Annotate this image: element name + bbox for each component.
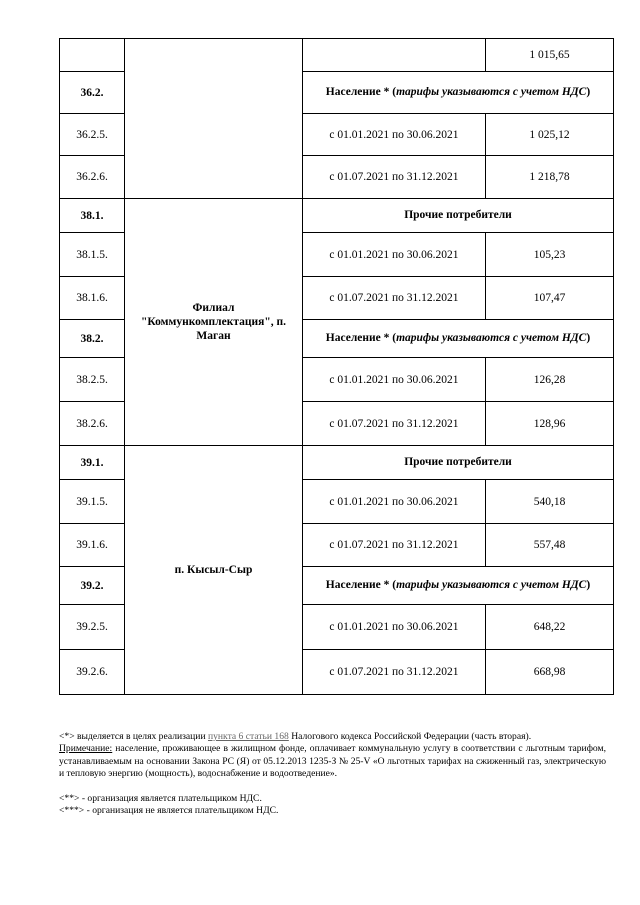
code-cell: 38.1. [60,199,125,233]
table-row [60,199,614,233]
code-cell: 38.2.5. [60,358,125,402]
period-cell: с 01.01.2021 по 30.06.2021 [303,358,486,402]
value-cell: 1 218,78 [486,156,614,199]
code-cell: 36.2.5. [60,114,125,156]
category-header: Прочие потребители [303,199,614,233]
org-name: Филиал "Коммункомплектация", п. Маган [125,199,303,446]
code-cell: 38.2. [60,320,125,358]
code-cell: 39.2.6. [60,650,125,695]
code-cell: 39.2. [60,567,125,605]
code-cell: 36.2. [60,72,125,114]
period-cell: с 01.01.2021 по 30.06.2021 [303,114,486,156]
value-cell: 1 025,12 [486,114,614,156]
code-cell: 36.2.6. [60,156,125,199]
code-cell [60,39,125,72]
value-cell: 540,18 [486,480,614,524]
footnote-remark: Примечание: население, проживающее в жилищном фонде, оплачивает коммунальную услугу в соответствии с льготным тарифом, устанавливаемым на основании Закона РС (Я) от 05.12.2013 1235-З № 25-V «О льготных тарифах на сжиженный газ, электрическую и тепловую энергию (мощность), водоснабжение и водоотведение». [59,743,606,780]
footnote-spacer [59,781,606,793]
value-cell: 126,28 [486,358,614,402]
period-cell [303,39,486,72]
table-row [60,72,614,114]
category-header: Прочие потребители [303,446,614,480]
period-cell: с 01.01.2021 по 30.06.2021 [303,233,486,277]
code-cell: 38.1.6. [60,277,125,320]
value-cell: 557,48 [486,524,614,567]
org-cell [125,39,303,72]
code-cell: 38.1.5. [60,233,125,277]
period-cell: с 01.07.2021 по 31.12.2021 [303,277,486,320]
table-row [60,39,614,72]
value-cell: 105,23 [486,233,614,277]
footnote-vat-payer: <**> - организация является плательщиком НДС. [59,792,262,804]
value-cell: 668,98 [486,650,614,695]
category-header: Население * (тарифы указываются с учетом НДС) [303,567,614,605]
footnote-vat-nonpayer: <***> - организация не является плательщиком НДС. [59,805,279,817]
footnotes [59,731,606,817]
period-cell: с 01.07.2021 по 31.12.2021 [303,402,486,446]
org-cell [125,72,303,199]
value-cell: 107,47 [486,277,614,320]
value-cell: 648,22 [486,605,614,650]
period-cell: с 01.01.2021 по 30.06.2021 [303,605,486,650]
code-cell: 39.2.5. [60,605,125,650]
tariff-table [59,38,614,695]
remark-label: Примечание: [59,743,113,755]
org-name: п. Кысыл-Сыр [125,446,303,695]
footnote-vat-purpose: <*> выделяется в целях реализации пункта 6 статьи 168 Налогового кодекса Российской Федерации (часть вторая). [59,731,532,742]
value-cell: 1 015,65 [486,39,614,72]
period-cell: с 01.07.2021 по 31.12.2021 [303,650,486,695]
tax-code-link[interactable]: пункта 6 статьи 168 [207,731,289,742]
code-cell: 39.1.6. [60,524,125,567]
period-cell: с 01.07.2021 по 31.12.2021 [303,524,486,567]
code-cell: 38.2.6. [60,402,125,446]
period-cell: с 01.01.2021 по 30.06.2021 [303,480,486,524]
category-header: Население * (тарифы указываются с учетом НДС) [303,320,614,358]
category-header: Население * (тарифы указываются с учетом НДС) [303,72,614,114]
code-cell: 39.1.5. [60,480,125,524]
period-cell: с 01.07.2021 по 31.12.2021 [303,156,486,199]
value-cell: 128,96 [486,402,614,446]
table-row [60,446,614,480]
code-cell: 39.1. [60,446,125,480]
